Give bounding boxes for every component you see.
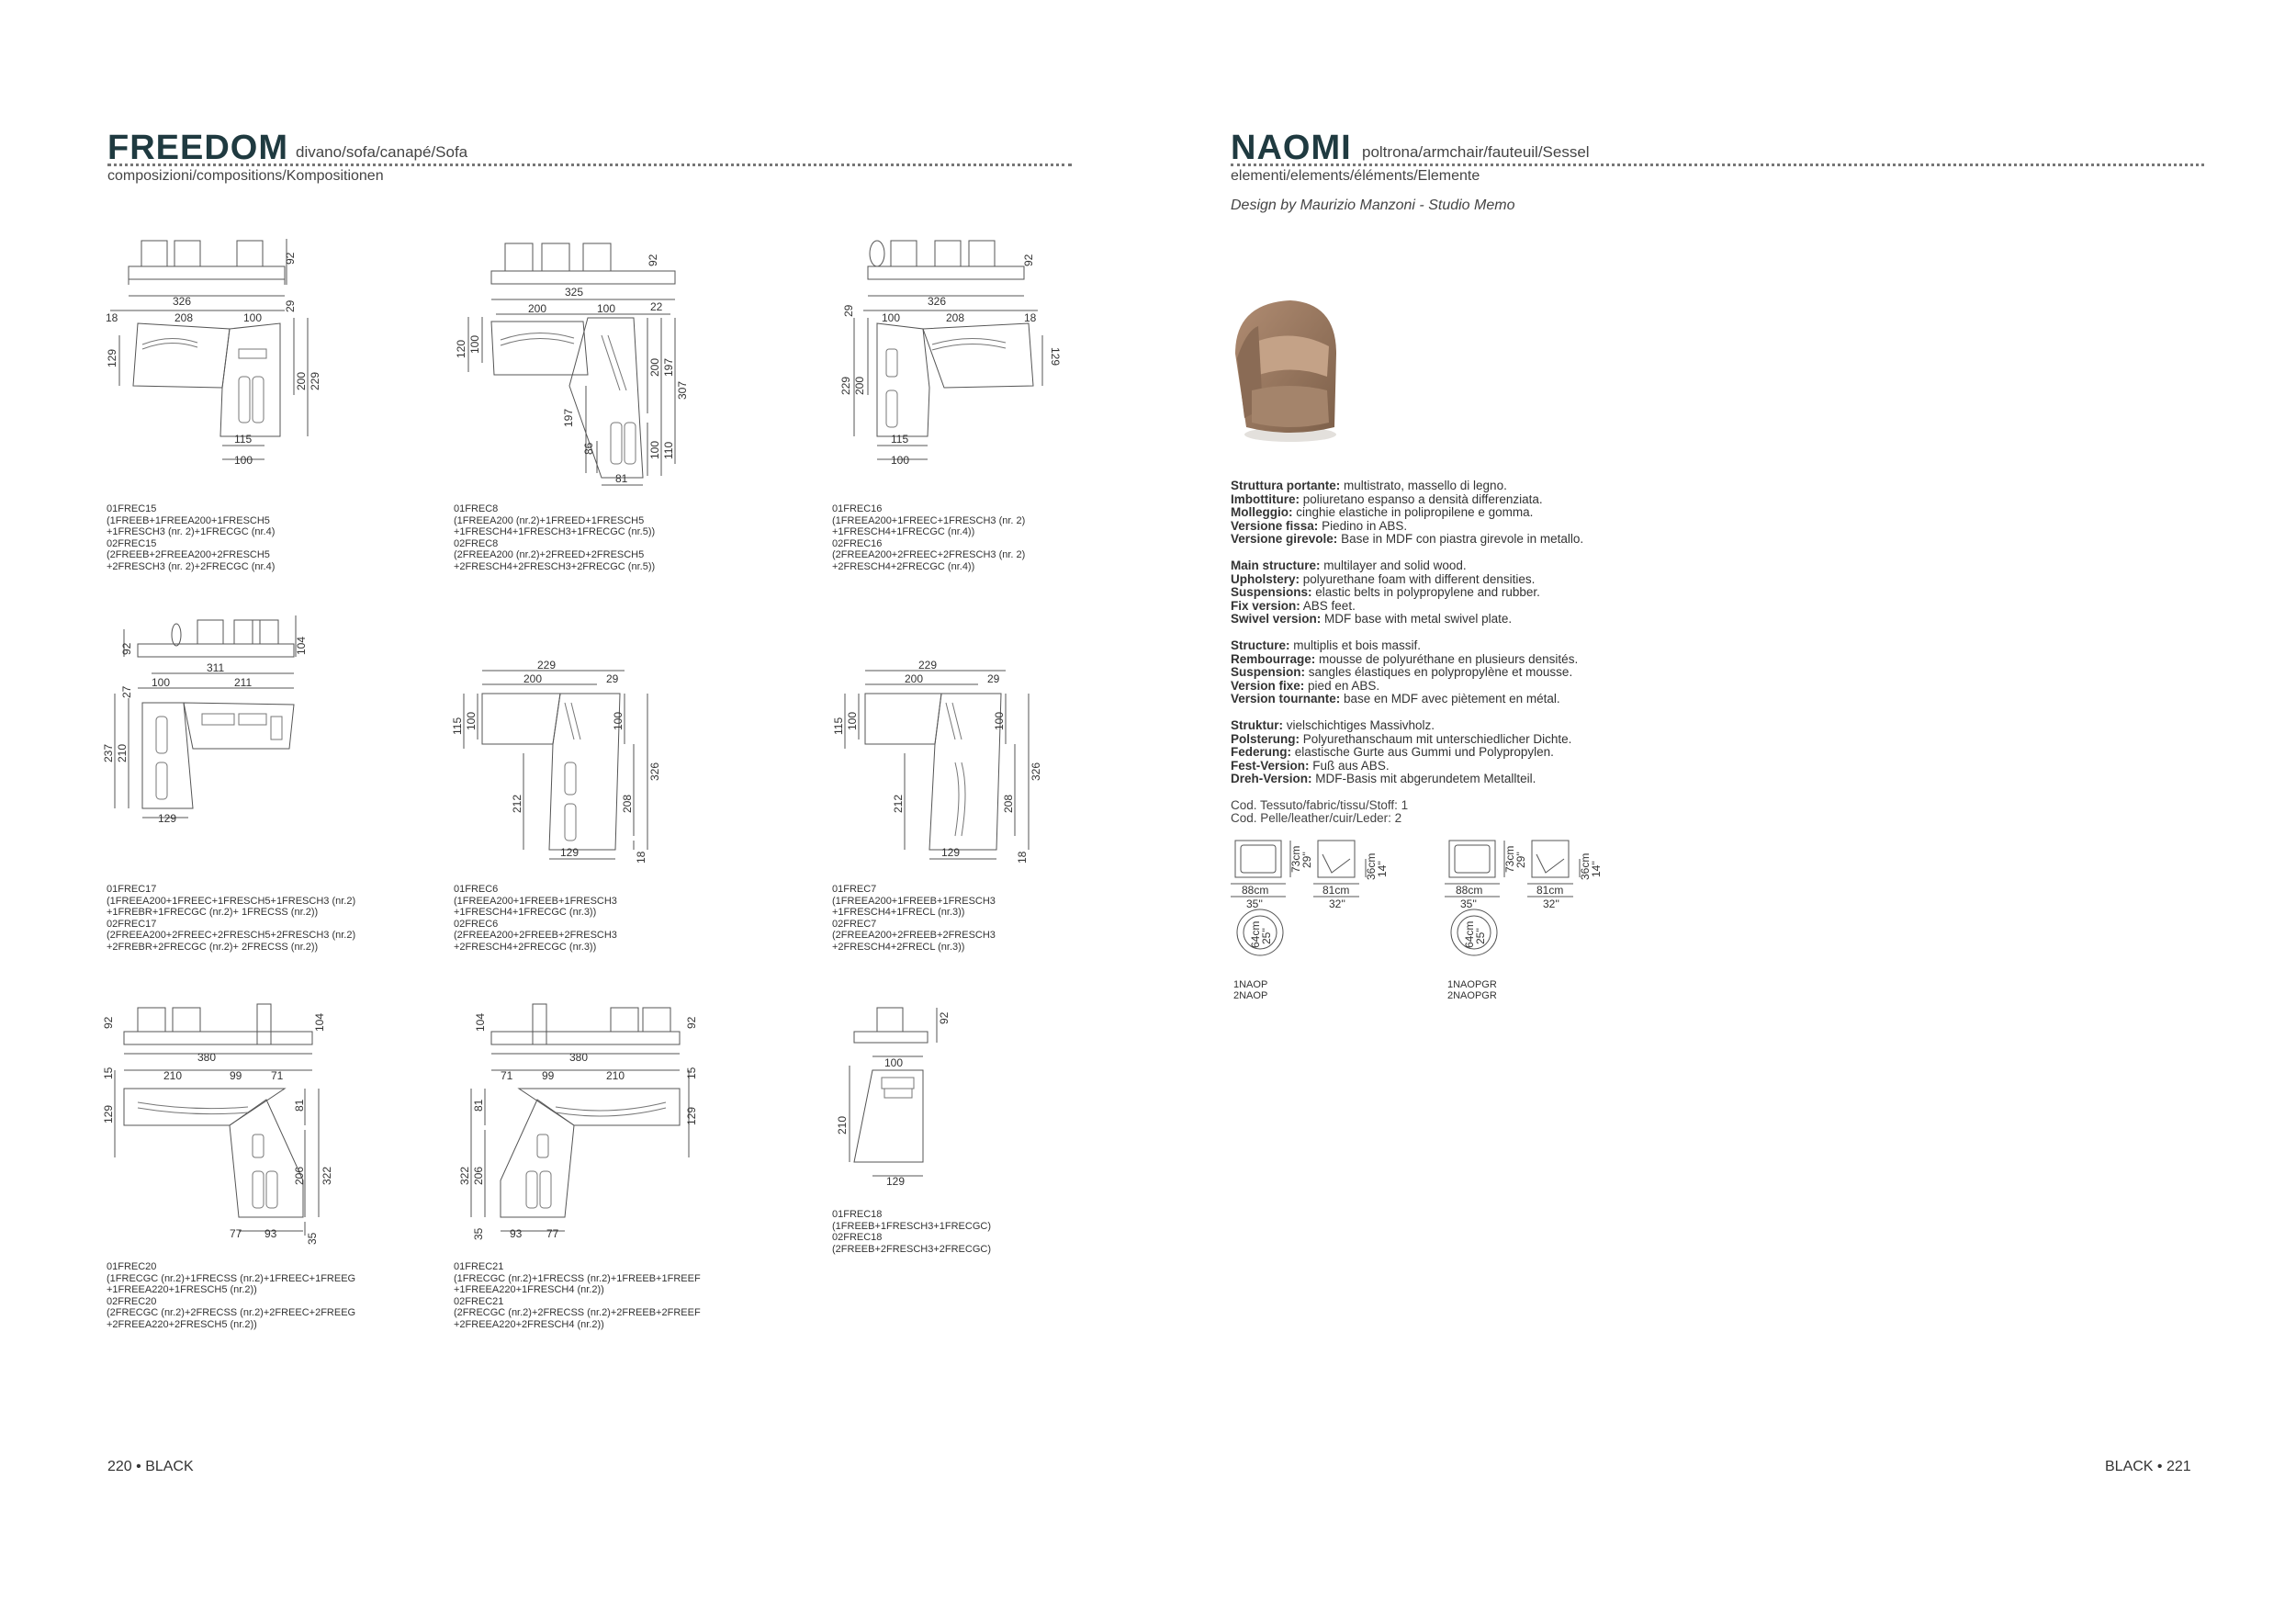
- dim-label: 210: [116, 743, 129, 762]
- spec-line: [1231, 559, 1616, 573]
- composition-drawing-frec15: [101, 230, 340, 468]
- spec-label: Polsterung:: [1231, 731, 1300, 746]
- code-line: 02FREC20: [107, 1295, 157, 1307]
- dim-label: 29'': [1300, 852, 1313, 868]
- composition-drawing-frec7: [827, 652, 1065, 873]
- spec-line: [1231, 719, 1616, 733]
- composition-drawing-frec18: [831, 997, 969, 1199]
- code-line: (2FREEA200+2FREEB+2FRESCH3: [832, 930, 996, 941]
- spec-value: Polyurethanschaum mit unterschiedlicher Dichte.: [1300, 731, 1572, 746]
- module-sketch-lines: [142, 338, 266, 423]
- spec-label: Imbottiture:: [1231, 491, 1300, 506]
- dim-label: 99: [542, 1069, 555, 1082]
- spec-label: Suspension:: [1231, 665, 1306, 680]
- code-line: +1FRESCH4+1FRECGC (nr.4)): [832, 526, 975, 537]
- code-line: (1FREEA200+1FREEB+1FRESCH3: [832, 895, 996, 907]
- dim-label: 380: [197, 1051, 217, 1064]
- dim-label: 35'': [1460, 897, 1477, 910]
- code-line: (1FREEB+1FREEA200+1FRESCH5: [107, 514, 270, 526]
- composition-codes-frec8: [454, 503, 655, 572]
- dim-label: 15: [685, 1067, 698, 1079]
- dim-label: 200: [905, 672, 924, 685]
- dim-label: 14'': [1590, 861, 1603, 877]
- spec-label: Suspensions:: [1231, 585, 1312, 600]
- spec-label: Upholstery:: [1231, 571, 1300, 586]
- spec-block-it: [1231, 480, 1616, 547]
- dim-label: 35: [472, 1227, 485, 1240]
- dim-label: 100: [468, 334, 481, 354]
- page-folio-left: 220 • BLACK: [107, 1459, 194, 1474]
- code-line: +1FREEA220+1FRESCH4 (nr.2)): [454, 1284, 604, 1295]
- spec-label: Molleggio:: [1231, 505, 1293, 520]
- dim-label: 110: [662, 441, 675, 459]
- composition-drawing-frec6: [450, 652, 689, 873]
- spec-value: poliuretano espanso a densità differenziata.: [1300, 491, 1543, 506]
- dim-label: 211: [234, 676, 253, 689]
- header-divider-right: [1231, 164, 2204, 166]
- spec-line: [1231, 680, 1616, 694]
- code-line: +2FRESCH4+2FRESCH3+2FRECGC (nr.5)): [454, 560, 656, 572]
- naomi-title: NAOMI: [1231, 129, 1352, 167]
- code-line: +1FREBR+1FRECGC (nr.2)+ 1FRECSS (nr.2)): [107, 907, 319, 918]
- dim-label: 92: [102, 1016, 115, 1029]
- dim-label: 129: [941, 846, 961, 859]
- dim-label: 32'': [1329, 897, 1345, 910]
- dim-label: 229: [537, 659, 557, 672]
- dim-label: 73cm: [1289, 845, 1302, 873]
- spec-value: Base in MDF con piastra girevole in metallo.: [1337, 532, 1584, 547]
- code-line: +2FRESCH4+2FRECGC (nr.3)): [454, 941, 597, 953]
- dim-label: 200: [523, 672, 543, 685]
- composition-drawing-frec20: [101, 997, 349, 1249]
- spec-value: Fuß aus ABS.: [1309, 758, 1390, 773]
- composition-drawing-frec8: [450, 230, 707, 496]
- code-line: 01FREC20: [107, 1261, 157, 1272]
- dim-label: 92: [284, 252, 297, 265]
- dim-label: 32'': [1543, 897, 1559, 910]
- module-sketch-lines: [946, 703, 965, 836]
- dim-label: 115: [832, 717, 845, 735]
- code-line: 01FREC6: [454, 884, 499, 895]
- spec-line: [1231, 653, 1616, 667]
- dim-label: 35'': [1246, 897, 1263, 910]
- dim-label: 104: [474, 1012, 487, 1032]
- spec-line: [1231, 506, 1616, 520]
- spec-label: Struttura portante:: [1231, 479, 1341, 492]
- code-line: 01FREC15: [107, 503, 157, 514]
- dim-label: 64cm: [1249, 920, 1262, 948]
- dim-label: 100: [993, 711, 1006, 730]
- dim-label: 29: [987, 672, 1000, 685]
- code-line: +1FRESCH4+1FRECGC (nr.3)): [454, 907, 597, 918]
- freedom-subtitle: divano/sofa/canapé/Sofa: [296, 143, 468, 161]
- code-line: (1FRECGC (nr.2)+1FRECSS (nr.2)+1FREEC+1FREEG: [107, 1272, 356, 1284]
- dim-label: 81: [472, 1099, 485, 1112]
- code-line: 01FREC16: [832, 503, 883, 514]
- dim-label: 129: [1049, 347, 1062, 367]
- page-folio-right: BLACK • 221: [2105, 1459, 2191, 1474]
- spec-value: ABS feet.: [1300, 598, 1356, 613]
- dim-label: 22: [650, 300, 663, 313]
- composition-codes-frec21: [454, 1261, 701, 1330]
- spec-line: [1231, 773, 1616, 786]
- dim-label: 210: [606, 1069, 625, 1082]
- spec-value: multistrato, massello di legno.: [1340, 479, 1507, 492]
- code-line: (2FRECGC (nr.2)+2FRECSS (nr.2)+2FREEC+2FREEG: [107, 1307, 356, 1318]
- dim-label: 81: [293, 1099, 306, 1112]
- dim-label: 129: [102, 1104, 115, 1123]
- module-sketch-lines: [138, 1102, 277, 1208]
- dim-label: 100: [648, 440, 661, 459]
- dim-label: 129: [685, 1106, 698, 1125]
- dim-label: 200: [853, 376, 866, 395]
- spec-line: [1231, 693, 1616, 706]
- composition-drawing-frec21: [455, 997, 703, 1249]
- dim-label: 71: [501, 1069, 513, 1082]
- spec-label: Fest-Version:: [1231, 758, 1310, 773]
- dim-label: 73cm: [1503, 845, 1516, 873]
- dim-label: 208: [946, 311, 965, 324]
- spec-value: cinghie elastiche in polipropilene e gomma.: [1292, 505, 1534, 520]
- code-line: +1FREEA220+1FRESCH5 (nr.2)): [107, 1284, 257, 1295]
- composition-codes-frec6: [454, 884, 617, 953]
- dim-label: 104: [295, 636, 308, 655]
- dim-label: 64cm: [1463, 920, 1476, 948]
- code-line: (2FREEB+2FREEA200+2FRESCH5: [107, 549, 270, 560]
- naomi-element-drawing-2: [1440, 836, 1615, 974]
- spec-line: [1231, 480, 1616, 493]
- module-sketch-lines: [526, 1102, 666, 1208]
- dim-label: 27: [120, 685, 133, 698]
- composition-drawing-frec16: [827, 230, 1065, 468]
- code-line: (2FREEA200 (nr.2)+2FREED+2FRESCH5: [454, 549, 645, 560]
- dim-label: 86: [582, 442, 595, 455]
- spec-label: Main structure:: [1231, 558, 1321, 572]
- code-line: 01FREC8: [454, 503, 499, 514]
- spec-label: Versione fissa:: [1231, 518, 1319, 533]
- spec-label: Version fixe:: [1231, 678, 1305, 693]
- spec-label: Rembourrage:: [1231, 651, 1316, 666]
- dim-label: 71: [271, 1069, 284, 1082]
- spec-value: multilayer and solid wood.: [1320, 558, 1467, 572]
- dim-label: 18: [1024, 311, 1037, 324]
- dim-label: 81cm: [1322, 884, 1350, 897]
- spec-value: MDF base with metal swivel plate.: [1321, 612, 1513, 627]
- dim-label: 208: [1002, 794, 1015, 813]
- code-line: +2FRESCH3 (nr. 2)+2FRECGC (nr.4): [107, 560, 276, 572]
- dim-label: 29: [842, 304, 855, 317]
- dim-label: 81cm: [1536, 884, 1564, 897]
- code-line: 1NAOPGR: [1447, 979, 1497, 990]
- code-line: 02FREC17: [107, 918, 157, 930]
- spec-line: [1231, 520, 1616, 534]
- dim-label: 229: [918, 659, 938, 672]
- dim-label: 229: [839, 376, 852, 395]
- spec-line: [1231, 746, 1616, 760]
- dim-label: 36cm: [1579, 852, 1592, 880]
- dim-label: 92: [685, 1016, 698, 1029]
- spec-value: Piedino in ABS.: [1318, 518, 1408, 533]
- dim-label: 36cm: [1365, 852, 1378, 880]
- code-line: +2FRESCH4+2FRECGC (nr.4)): [832, 560, 975, 572]
- dim-label: 15: [102, 1067, 115, 1079]
- naomi-element-drawing-1: [1226, 836, 1401, 974]
- code-line: +1FRESCH4+1FRESCH3+1FRECGC (nr.5)): [454, 526, 656, 537]
- spec-block-fr: [1231, 639, 1616, 706]
- spec-label: Dreh-Version:: [1231, 772, 1312, 786]
- spec-label: Struktur:: [1231, 717, 1283, 732]
- code-line: 01FREC7: [832, 884, 877, 895]
- code-line: 02FREC21: [454, 1295, 504, 1307]
- dim-label: 92: [647, 254, 659, 266]
- dim-label: 307: [676, 380, 689, 400]
- dim-label: 322: [458, 1166, 471, 1185]
- dim-label: 129: [886, 1175, 906, 1188]
- dim-label: 88cm: [1456, 884, 1483, 897]
- dim-label: 14'': [1376, 861, 1389, 877]
- dim-label: 206: [293, 1166, 306, 1185]
- composition-codes-frec7: [832, 884, 996, 953]
- dim-label: 93: [264, 1227, 277, 1240]
- composition-codes-frec15: [107, 503, 275, 572]
- spec-line: [1231, 613, 1616, 627]
- spec-value: multiplis et bois massif.: [1289, 638, 1422, 652]
- code-line: (1FREEA200+1FREEC+1FRESCH3 (nr. 2): [832, 514, 1026, 526]
- dim-label: 92: [120, 642, 133, 655]
- dim-label: 115: [891, 433, 909, 446]
- dim-label: 129: [158, 812, 177, 825]
- fabric-code-line: Cod. Tessuto/fabric/tissu/Stoff: 1: [1231, 797, 1409, 812]
- spec-line: [1231, 573, 1616, 587]
- dim-label: 120: [455, 339, 467, 358]
- dim-label: 326: [648, 762, 661, 781]
- code-line: (1FREEA200+1FREEC+1FRESCH5+1FRESCH3 (nr.2): [107, 895, 356, 907]
- dim-label: 326: [928, 295, 947, 308]
- code-line: +1FRESCH4+1FRECL (nr.3)): [832, 907, 965, 918]
- dim-label: 29: [284, 299, 297, 312]
- spec-line: [1231, 493, 1616, 507]
- dim-label: 100: [465, 711, 478, 730]
- dim-label: 129: [106, 348, 118, 367]
- module-sketch-lines: [156, 714, 282, 799]
- dim-label: 35: [306, 1232, 319, 1245]
- dim-label: 29'': [1514, 852, 1527, 868]
- code-line: +2FRESCH4+2FRECL (nr.3)): [832, 941, 965, 953]
- dim-label: 237: [102, 743, 115, 762]
- dim-label: 100: [243, 311, 263, 324]
- dim-label: 212: [511, 794, 523, 813]
- code-line: +2FREBR+2FRECGC (nr.2)+ 2FRECSS (nr.2)): [107, 941, 319, 953]
- dim-label: 18: [635, 851, 647, 864]
- dim-label: 104: [313, 1012, 326, 1032]
- dim-label: 100: [152, 676, 171, 689]
- code-line: 2NAOP: [1233, 990, 1268, 1001]
- code-line: 2NAOPGR: [1447, 990, 1497, 1001]
- code-line: +1FRESCH3 (nr. 2)+1FRECGC (nr.4): [107, 526, 276, 537]
- naomi-element-codes-2: [1447, 979, 1497, 1001]
- dim-label: 92: [938, 1011, 951, 1024]
- dim-label: 88cm: [1242, 884, 1269, 897]
- composition-drawing-frec17: [101, 611, 331, 841]
- spec-line: [1231, 733, 1616, 747]
- code-line: 02FREC8: [454, 537, 499, 549]
- spec-line: [1231, 533, 1616, 547]
- naomi-specifications: [1231, 480, 1616, 826]
- dim-label: 18: [106, 311, 118, 324]
- spec-line: [1231, 600, 1616, 614]
- composition-codes-frec20: [107, 1261, 355, 1330]
- module-sketch-lines: [501, 333, 636, 464]
- code-line: (2FREEA200+2FREEB+2FRESCH3: [454, 930, 617, 941]
- dim-label: 77: [546, 1227, 559, 1240]
- code-line: +2FREEA220+2FRESCH4 (nr.2)): [454, 1318, 604, 1330]
- dim-label: 100: [891, 454, 910, 467]
- dim-label: 115: [234, 433, 253, 446]
- spec-value: vielschichtiges Massivholz.: [1283, 717, 1435, 732]
- spec-line: [1231, 666, 1616, 680]
- dim-label: 100: [612, 711, 625, 730]
- code-line: (2FREEA200+2FREEC+2FRESCH5+2FRESCH3 (nr.2): [107, 930, 356, 941]
- code-line: (2FREEA200+2FREEC+2FRESCH3 (nr. 2): [832, 549, 1026, 560]
- spec-line: [1231, 760, 1616, 773]
- spec-value: mousse de polyuréthane en plusieurs densités.: [1315, 651, 1579, 666]
- spec-line: [1231, 586, 1616, 600]
- spec-value: polyurethane foam with different densities.: [1300, 571, 1536, 586]
- dim-label: 326: [173, 295, 192, 308]
- dim-label: 200: [528, 302, 547, 315]
- spec-line: [1231, 639, 1616, 653]
- code-line: +2FREEA220+2FRESCH5 (nr.2)): [107, 1318, 257, 1330]
- dim-label: 197: [662, 357, 675, 377]
- spec-label: Swivel version:: [1231, 612, 1322, 627]
- dim-label: 92: [1022, 254, 1035, 266]
- dim-label: 197: [562, 408, 575, 427]
- module-sketch-lines: [886, 338, 1006, 427]
- dim-label: 206: [472, 1166, 485, 1185]
- naomi-section: elementi/elements/éléments/Elemente: [1231, 168, 1480, 184]
- dim-label: 311: [207, 661, 225, 674]
- spec-block-de: [1231, 719, 1616, 786]
- code-line: 01FREC18: [832, 1209, 883, 1220]
- dim-label: 325: [565, 286, 584, 299]
- code-line: (1FREEA200+1FREEB+1FRESCH3: [454, 895, 617, 907]
- module-sketch-lines: [882, 1078, 914, 1098]
- dim-label: 81: [615, 472, 628, 485]
- composition-codes-frec17: [107, 884, 355, 953]
- dim-label: 100: [884, 1056, 904, 1069]
- spec-label: Version tournante:: [1231, 692, 1341, 706]
- dim-label: 93: [510, 1227, 523, 1240]
- code-line: (1FREEA200 (nr.2)+1FREED+1FRESCH5: [454, 514, 645, 526]
- code-line: (2FREEB+2FRESCH3+2FRECGC): [832, 1243, 991, 1255]
- dim-label: 208: [621, 794, 634, 813]
- code-line: (2FRECGC (nr.2)+2FRECSS (nr.2)+2FREEB+2FREEF: [454, 1307, 701, 1318]
- naomi-element-codes-1: [1233, 979, 1267, 1001]
- dim-label: 212: [892, 794, 905, 813]
- spec-value: sangles élastiques en polypropylène et mousse.: [1305, 665, 1573, 680]
- dim-label: 100: [597, 302, 616, 315]
- designer-credit: Design by Maurizio Manzoni - Studio Memo: [1231, 198, 1515, 213]
- spec-value: base en MDF avec piètement en métal.: [1340, 692, 1560, 706]
- code-line: 01FREC17: [107, 884, 157, 895]
- dim-label: 322: [321, 1166, 333, 1185]
- code-line: 01FREC21: [454, 1261, 504, 1272]
- leather-code-line: Cod. Pelle/leather/cuir/Leder: 2: [1231, 811, 1402, 826]
- code-line: (1FRECGC (nr.2)+1FRECSS (nr.2)+1FREEB+1FREEF: [454, 1272, 701, 1284]
- code-line: 02FREC6: [454, 918, 499, 930]
- dim-label: 25'': [1474, 928, 1487, 944]
- naomi-subtitle: poltrona/armchair/fauteuil/Sessel: [1362, 143, 1590, 161]
- dim-label: 115: [451, 717, 464, 735]
- spec-label: Versione girevole:: [1231, 532, 1338, 547]
- code-line: (1FREEB+1FRESCH3+1FRECGC): [832, 1220, 991, 1232]
- naomi-armchair-image: [1226, 289, 1345, 446]
- code-line: 02FREC7: [832, 918, 877, 930]
- spec-label: Fix version:: [1231, 598, 1300, 613]
- freedom-title: FREEDOM: [107, 129, 288, 167]
- dim-label: 200: [295, 371, 308, 390]
- code-line: 1NAOP: [1233, 979, 1268, 990]
- code-line: 02FREC16: [832, 537, 883, 549]
- dim-label: 229: [309, 371, 321, 390]
- code-line: 02FREC18: [832, 1232, 883, 1243]
- dim-label: 210: [163, 1069, 183, 1082]
- dim-label: 18: [1016, 851, 1029, 864]
- dim-label: 99: [230, 1069, 242, 1082]
- dim-label: 208: [174, 311, 194, 324]
- spec-value: elastic belts in polypropylene and rubber.: [1311, 585, 1540, 600]
- freedom-section: composizioni/compositions/Kompositionen: [107, 168, 384, 184]
- dim-label: 100: [882, 311, 901, 324]
- composition-codes-frec18: [832, 1209, 991, 1255]
- header-divider-left: [107, 164, 1072, 166]
- spec-label: Federung:: [1231, 745, 1291, 760]
- spec-label: Structure:: [1231, 638, 1290, 652]
- dim-label: 380: [569, 1051, 589, 1064]
- dim-label: 210: [836, 1115, 849, 1135]
- dim-label: 29: [606, 672, 619, 685]
- composition-codes-frec16: [832, 503, 1025, 572]
- dim-label: 326: [1030, 762, 1042, 781]
- dim-label: 77: [230, 1227, 242, 1240]
- dim-label: 100: [234, 454, 253, 467]
- spec-value: MDF-Basis mit abgerundetem Metallteil.: [1311, 772, 1536, 786]
- spec-value: elastische Gurte aus Gummi und Polypropylen.: [1291, 745, 1554, 760]
- spec-block-en: [1231, 559, 1616, 627]
- dim-label: 129: [560, 846, 580, 859]
- dim-label: 25'': [1260, 928, 1273, 944]
- spec-value: pied en ABS.: [1304, 678, 1380, 693]
- code-line: 02FREC15: [107, 537, 157, 549]
- dim-label: 200: [648, 357, 661, 377]
- module-sketch-lines: [565, 703, 580, 841]
- dim-label: 100: [846, 711, 859, 730]
